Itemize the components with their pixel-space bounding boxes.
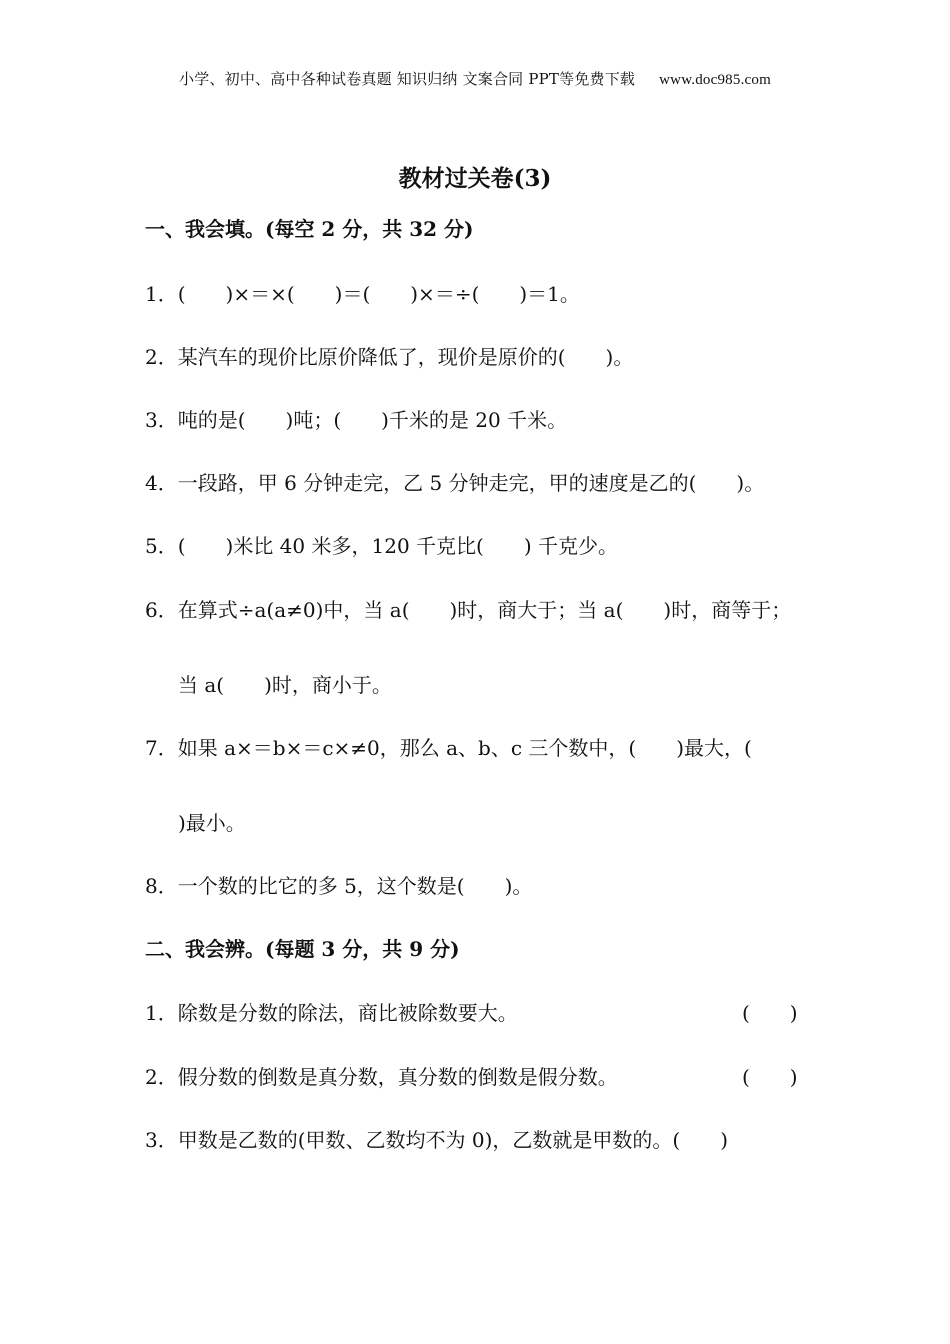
judge-item-3: 3．甲数是乙数的(甲数、乙数均不为 0)，乙数就是甲数的。( )	[145, 1128, 729, 1152]
judge-item-2: 2．假分数的倒数是真分数，真分数的倒数是假分数。	[145, 1065, 618, 1089]
judge-item-1-answer: ( )	[742, 1001, 798, 1025]
header-text: 小学、初中、高中各种试卷真题 知识归纳 文案合同 PPT等免费下载	[179, 70, 636, 88]
fill-item-4: 4．一段路，甲 6 分钟走完，乙 5 分钟走完，甲的速度是乙的( )。	[145, 471, 765, 495]
fill-item-3: 3．吨的是( )吨；( )千米的是 20 千米。	[145, 408, 568, 432]
fill-item-6-continued: 当 a( )时，商小于。	[178, 673, 392, 697]
page-header	[0, 68, 950, 89]
fill-item-6: 6．在算式÷a(a≠0)中，当 a( )时，商大于；当 a( )时，商等于；	[145, 598, 792, 622]
fill-item-7: 7．如果 a×＝b×＝c×≠0，那么 a、b、c 三个数中，( )最大，(	[145, 736, 752, 760]
section1-heading: 一、我会填。(每空 2 分，共 32 分)	[145, 217, 474, 241]
fill-item-2: 2．某汽车的现价比原价降低了，现价是原价的( )。	[145, 345, 634, 369]
judge-item-2-answer: ( )	[742, 1065, 798, 1089]
page-title: 教材过关卷(3)	[398, 165, 552, 192]
fill-item-1: 1．( )×＝×( )＝( )×＝÷( )＝1。	[145, 282, 580, 306]
section2-heading: 二、我会辨。(每题 3 分，共 9 分)	[145, 937, 460, 961]
header-url[interactable]: www.doc985.com	[659, 72, 771, 88]
judge-item-1: 1．除数是分数的除法，商比被除数要大。	[145, 1001, 518, 1025]
fill-item-8: 8．一个数的比它的多 5，这个数是( )。	[145, 874, 533, 898]
fill-item-7-continued: )最小。	[178, 811, 246, 835]
fill-item-5: 5．( )米比 40 米多，120 千克比( ) 千克少。	[145, 534, 618, 558]
